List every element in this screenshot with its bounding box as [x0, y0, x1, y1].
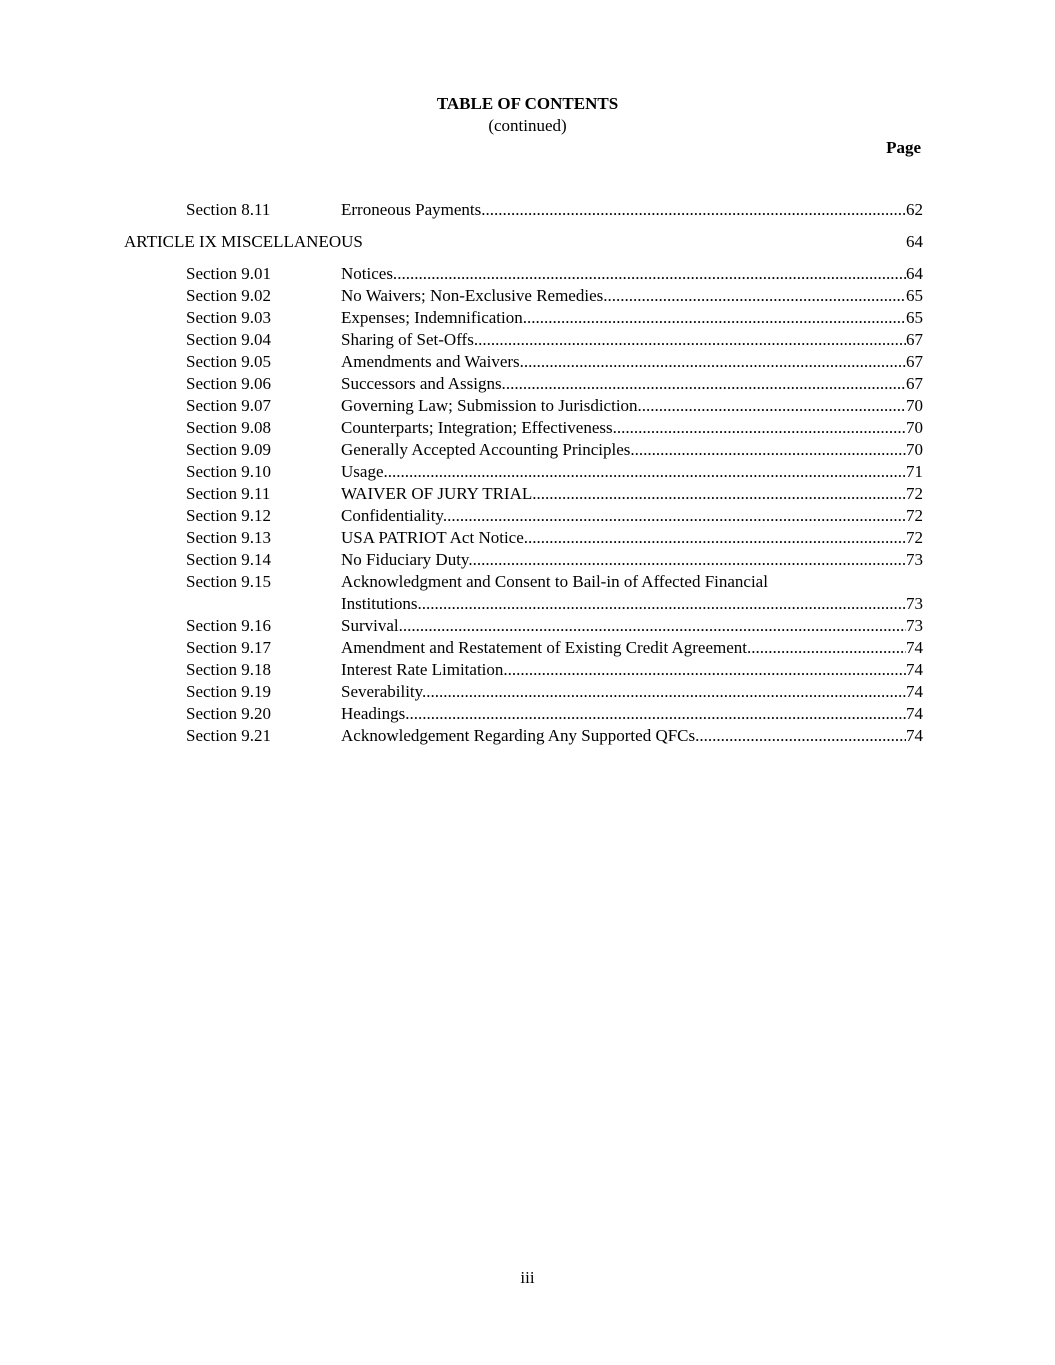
toc-entry[interactable]: [0, 395, 1055, 417]
section-page: 70: [906, 396, 923, 415]
section-number: Section 9.03: [186, 308, 271, 327]
section-number: Section 9.05: [186, 352, 271, 371]
section-page: 72: [906, 528, 923, 547]
section-title: Institutions.: [341, 594, 422, 613]
dot-leader: [506, 373, 906, 395]
toc-entry[interactable]: [0, 285, 1055, 307]
dot-leader: [524, 351, 906, 373]
section-number: Section 9.20: [186, 704, 271, 723]
section-number: Section 9.12: [186, 506, 271, 525]
section-title: Headings.: [341, 704, 410, 723]
dot-leader: [485, 199, 906, 221]
page-column-header: Page: [886, 138, 921, 157]
toc-entry[interactable]: [0, 615, 1055, 637]
section-page: 67: [906, 374, 923, 393]
section-number: Section 9.15: [186, 572, 271, 591]
section-page: 73: [906, 616, 923, 635]
toc-entry[interactable]: [0, 461, 1055, 483]
dot-leader: [751, 637, 906, 659]
dot-leader: [635, 439, 906, 461]
toc-entry[interactable]: [0, 703, 1055, 725]
section-number: Section 9.16: [186, 616, 271, 635]
section-page: 74: [906, 638, 923, 657]
section-number: Section 9.17: [186, 638, 271, 657]
section-title: Counterparts; Integration; Effectiveness.: [341, 418, 617, 437]
section-page: 70: [906, 418, 923, 437]
section-title: Amendments and Waivers.: [341, 352, 524, 371]
toc-entry[interactable]: [0, 351, 1055, 373]
dot-leader: [617, 417, 906, 439]
section-number: Section 9.02: [186, 286, 271, 305]
section-title: No Waivers; Non-Exclusive Remedies.: [341, 286, 608, 305]
section-number: Section 9.21: [186, 726, 271, 745]
section-page: 67: [906, 330, 923, 349]
section-page: 73: [906, 550, 923, 569]
section-title: Successors and Assigns.: [341, 374, 506, 393]
section-page: 65: [906, 308, 923, 327]
dot-leader: [426, 681, 906, 703]
dot-leader: [642, 395, 906, 417]
dot-leader: [409, 703, 906, 725]
section-page: 67: [906, 352, 923, 371]
section-page: 74: [906, 682, 923, 701]
section-title: Severability.: [341, 682, 427, 701]
article-page: 64: [906, 232, 923, 251]
dot-leader: [422, 593, 906, 615]
section-page: 62: [906, 200, 923, 219]
section-number: Section 8.11: [186, 200, 271, 219]
section-page: 71: [906, 462, 923, 481]
section-number: Section 9.04: [186, 330, 271, 349]
section-page: 72: [906, 506, 923, 525]
dot-leader: [508, 659, 906, 681]
section-title: Erroneous Payments.: [341, 200, 486, 219]
dot-leader: [473, 549, 906, 571]
toc-entry[interactable]: [0, 549, 1055, 571]
toc-entry[interactable]: [0, 373, 1055, 395]
section-title: No Fiduciary Duty.: [341, 550, 473, 569]
toc-entry[interactable]: [0, 637, 1055, 659]
footer-page-number: iii: [520, 1268, 535, 1287]
section-title: WAIVER OF JURY TRIAL.: [341, 484, 537, 503]
dot-leader: [537, 483, 906, 505]
section-number: Section 9.09: [186, 440, 271, 459]
toc-entry[interactable]: [0, 659, 1055, 681]
toc-title: TABLE OF CONTENTS: [436, 94, 619, 113]
section-page: 73: [906, 594, 923, 613]
section-title: Survival.: [341, 616, 403, 635]
section-title: Expenses; Indemnification.: [341, 308, 528, 327]
toc-entry[interactable]: [0, 439, 1055, 461]
section-title: Acknowledgement Regarding Any Supported QFCs.: [341, 726, 700, 745]
section-number: Section 9.18: [186, 660, 271, 679]
dot-leader: [528, 527, 906, 549]
section-page: 74: [906, 660, 923, 679]
toc-entry[interactable]: [0, 571, 1055, 615]
toc-entry[interactable]: [0, 329, 1055, 351]
section-page: 72: [906, 484, 923, 503]
section-title: Interest Rate Limitation.: [341, 660, 508, 679]
dot-leader: [478, 329, 906, 351]
section-title: Generally Accepted Accounting Principles.: [341, 440, 635, 459]
section-number: Section 9.10: [186, 462, 271, 481]
section-title-line1: Acknowledgment and Consent to Bail-in of Affected Financial: [341, 572, 768, 591]
section-title: USA PATRIOT Act Notice.: [341, 528, 529, 547]
toc-entry[interactable]: [0, 725, 1055, 747]
toc-entry[interactable]: [0, 307, 1055, 329]
toc-entry[interactable]: [0, 527, 1055, 549]
article-heading-row[interactable]: [0, 231, 1055, 253]
toc-entry[interactable]: [0, 199, 1055, 221]
article-title: ARTICLE IX MISCELLANEOUS: [124, 232, 363, 251]
section-number: Section 9.13: [186, 528, 271, 547]
section-title: Confidentiality.: [341, 506, 448, 525]
dot-leader: [699, 725, 906, 747]
section-page: 74: [906, 726, 923, 745]
toc-entry[interactable]: [0, 505, 1055, 527]
section-number: Section 9.06: [186, 374, 271, 393]
section-title: Usage.: [341, 462, 388, 481]
dot-leader: [527, 307, 906, 329]
section-page: 74: [906, 704, 923, 723]
section-number: Section 9.01: [186, 264, 271, 283]
dot-leader: [447, 505, 906, 527]
dot-leader: [397, 263, 906, 285]
toc-subtitle: (continued): [488, 116, 567, 135]
section-page: 65: [906, 286, 923, 305]
section-title: Sharing of Set-Offs.: [341, 330, 479, 349]
section-number: Section 9.14: [186, 550, 271, 569]
section-number: Section 9.07: [186, 396, 271, 415]
section-page: 64: [906, 264, 923, 283]
section-number: Section 9.08: [186, 418, 271, 437]
toc-entry[interactable]: [0, 483, 1055, 505]
toc-entry[interactable]: [0, 681, 1055, 703]
toc-entry[interactable]: [0, 263, 1055, 285]
section-number: Section 9.19: [186, 682, 271, 701]
dot-leader: [403, 615, 906, 637]
section-title: Amendment and Restatement of Existing Credit Agreement.: [341, 638, 752, 657]
dot-leader: [607, 285, 906, 307]
section-page: 70: [906, 440, 923, 459]
toc-entry[interactable]: [0, 417, 1055, 439]
section-title: Notices.: [341, 264, 398, 283]
section-number: Section 9.11: [186, 484, 271, 503]
section-title: Governing Law; Submission to Jurisdiction.: [341, 396, 642, 415]
dot-leader: [388, 461, 906, 483]
